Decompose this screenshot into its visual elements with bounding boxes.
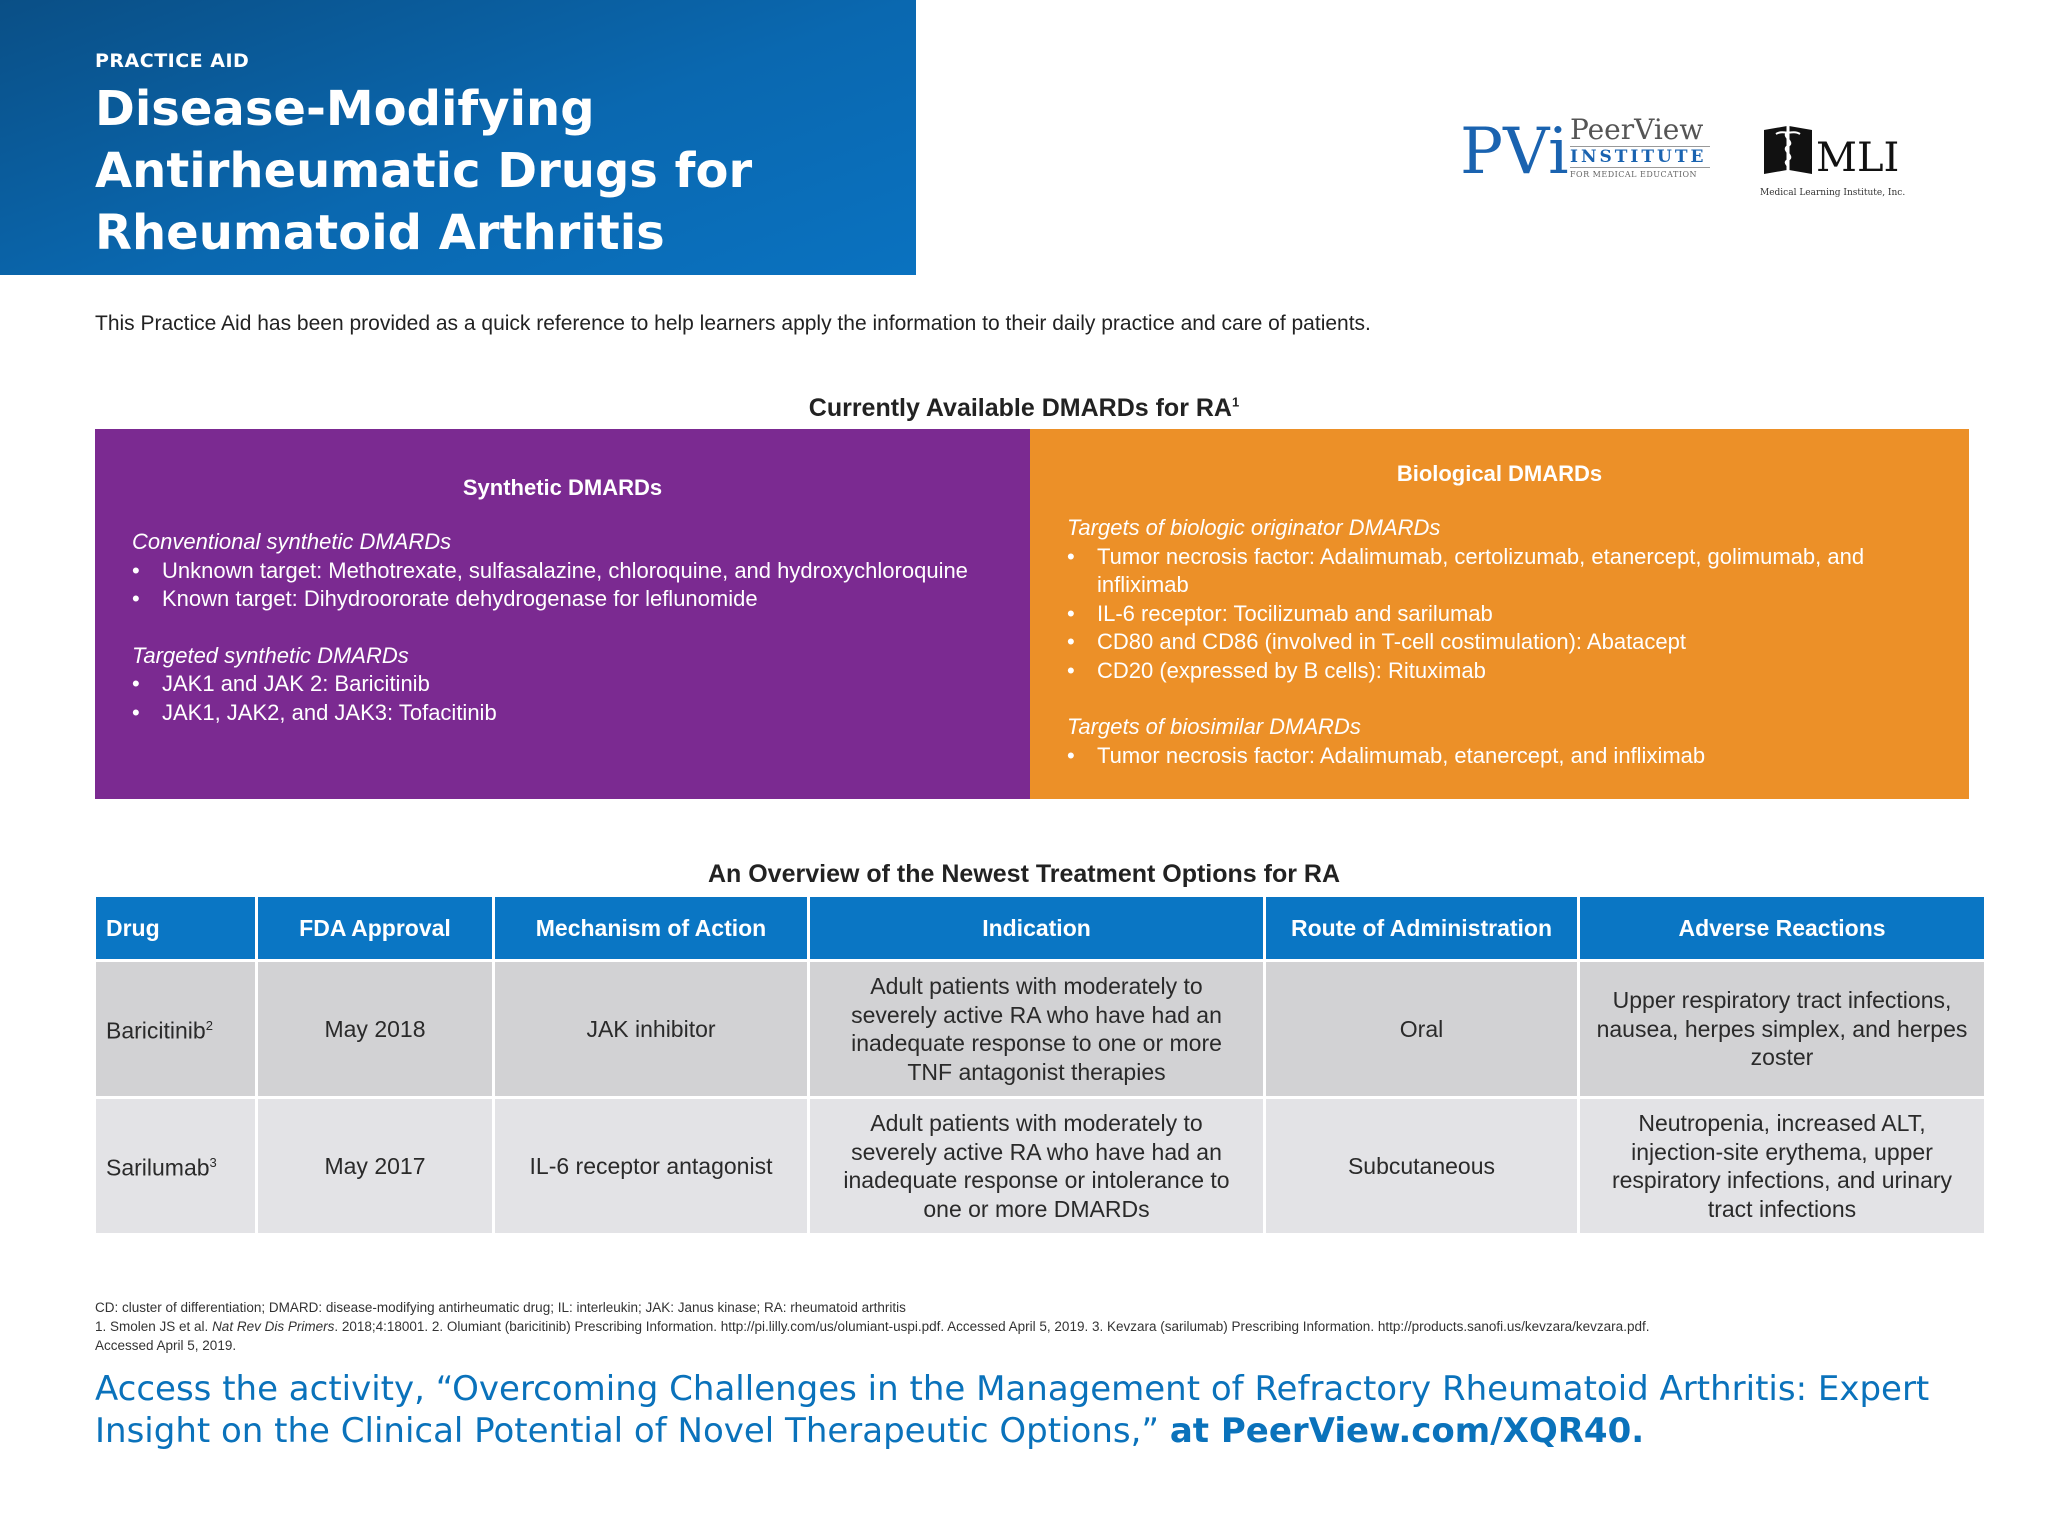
list-item: • Known target: Dihydroororate dehydrogenase for leflunomide [132,585,1000,614]
synthetic-body [132,528,1000,727]
list-item: • JAK1, JAK2, and JAK3: Tofacitinib [132,699,1000,728]
pvi-logo-text [1570,114,1710,179]
intro-text: This Practice Aid has been provided as a quick reference to help learners apply the information to their daily practice and care of patients. [95,312,1371,335]
drug-cell [96,1099,255,1233]
synthetic-heading: Synthetic DMARDs [462,475,663,500]
targeted-label: Targeted synthetic DMARDs [132,642,409,668]
dmards-section-title [0,394,2048,423]
list-item: • Tumor necrosis factor: Adalimumab, certolizumab, etanercept, golimumab, and infliximab [1067,543,1939,600]
mli-logo [1760,120,1920,200]
adverse-cell: Upper respiratory tract infections, nausea, herpes simplex, and herpes zoster [1580,962,1984,1096]
logo-group [1460,112,1920,202]
mli-full-name: Medical Learning Institute, Inc. [1760,188,1906,198]
list-item: • CD20 (expressed by B cells): Rituximab [1067,657,1939,686]
biological-dmards-panel [1030,429,1969,799]
biosimilar-label: Targets of biosimilar DMARDs [1067,714,1361,739]
mechanism-cell: JAK inhibitor [495,962,807,1096]
references [95,1317,1955,1336]
overview-section-title: An Overview of the Newest Treatment Options for RA [707,860,1341,888]
header-band [0,0,916,275]
list-item: • IL-6 receptor: Tocilizumab and sarilumab [1067,600,1939,629]
page-title: Disease-Modifying Antirheumatic Drugs for Rheumatoid Arthritis [95,81,753,261]
eyebrow-label: PRACTICE AID [95,50,250,72]
overview-table [93,894,1987,1236]
table-row [96,962,1984,1096]
table-row [96,1099,1984,1233]
approval-cell: May 2017 [258,1099,492,1233]
pvi-name: PeerView [1570,113,1704,146]
column-header: Indication [810,897,1263,959]
cta-text: Access the activity, “Overcoming Challenges in the Management of Refractory Rheumatoid Arthritis: Expert Insight on the Clinical Potential of Novel Therapeutic Options,” [95,1369,1930,1451]
indication-cell: Adult patients with moderately to severely active RA who have had an inadequate response to one or more TNF antagonist therapies [810,962,1263,1096]
drug-name: Baricitinib [106,1018,206,1045]
targeted-list [132,670,1000,727]
ref1-journal: Nat Rev Dis Primers [212,1319,335,1334]
call-to-action [95,1368,1995,1452]
column-header: Drug [96,897,255,959]
list-item: • JAK1 and JAK 2: Baricitinib [132,670,1000,699]
originator-label: Targets of biologic originator DMARDs [1067,515,1441,540]
mechanism-cell: IL-6 receptor antagonist [495,1099,807,1233]
adverse-cell: Neutropenia, increased ALT, injection-site erythema, upper respiratory infections, and urinary tract infections [1580,1099,1984,1233]
cta-link[interactable]: at PeerView.com/XQR40. [1169,1411,1645,1451]
conventional-label: Conventional synthetic DMARDs [132,529,452,554]
drug-ref: 2 [205,1018,213,1034]
ref-accessed: Accessed April 5, 2019. [95,1338,237,1353]
biosimilar-list [1067,742,1939,771]
mli-name: MLI [1816,135,1900,181]
pvi-logo-mark: PVi [1460,115,1569,189]
route-cell: Subcutaneous [1266,1099,1577,1233]
ref1-prefix: 1. Smolen JS et al. [95,1319,213,1334]
column-header: Route of Administration [1266,897,1577,959]
originator-list [1067,543,1939,686]
drug-cell [96,962,255,1096]
footnotes [95,1298,1955,1355]
drug-name: Sarilumab [106,1155,210,1182]
list-item: • Tumor necrosis factor: Adalimumab, etanercept, and infliximab [1067,742,1939,771]
drug-ref: 3 [209,1155,217,1171]
column-header: Mechanism of Action [495,897,807,959]
dmards-title-ref: 1 [1231,394,1240,410]
pvi-institute: INSTITUTE [1570,146,1710,168]
route-cell: Oral [1266,962,1577,1096]
ref1-rest: . 2018;4:18001. 2. Olumiant (baricitinib) Prescribing Information. http://pi.lilly.com/us/olumiant-uspi.pdf. Accessed April 5, 2019. 3. Kevzara (sarilumab) Prescribing Information. http://products.sanofi.us/kevzara/kevzara.pdf. [334,1319,1650,1334]
biological-body [1067,514,1939,770]
list-item: • Unknown target: Methotrexate, sulfasalazine, chloroquine, and hydroxychloroquine [132,557,1000,586]
synthetic-dmards-panel [95,429,1030,799]
conventional-list [132,557,1000,614]
list-item: • CD80 and CD86 (involved in T-cell costimulation): Abatacept [1067,628,1939,657]
column-header: Adverse Reactions [1580,897,1984,959]
caduceus-book-icon [1760,120,1816,178]
dmards-title-text: Currently Available DMARDs for RA [808,394,1232,422]
biological-heading: Biological DMARDs [1396,461,1603,486]
column-header: FDA Approval [258,897,492,959]
table-header-row [96,897,1984,959]
indication-cell: Adult patients with moderately to severely active RA who have had an inadequate response or intolerance to one or more DMARDs [810,1099,1263,1233]
approval-cell: May 2018 [258,962,492,1096]
abbreviations: CD: cluster of differentiation; DMARD: disease-modifying antirheumatic drug; IL: interleukin; JAK: Janus kinase; RA: rheumatoid arthritis [95,1300,906,1315]
pvi-tagline: FOR MEDICAL EDUCATION [1570,170,1698,179]
